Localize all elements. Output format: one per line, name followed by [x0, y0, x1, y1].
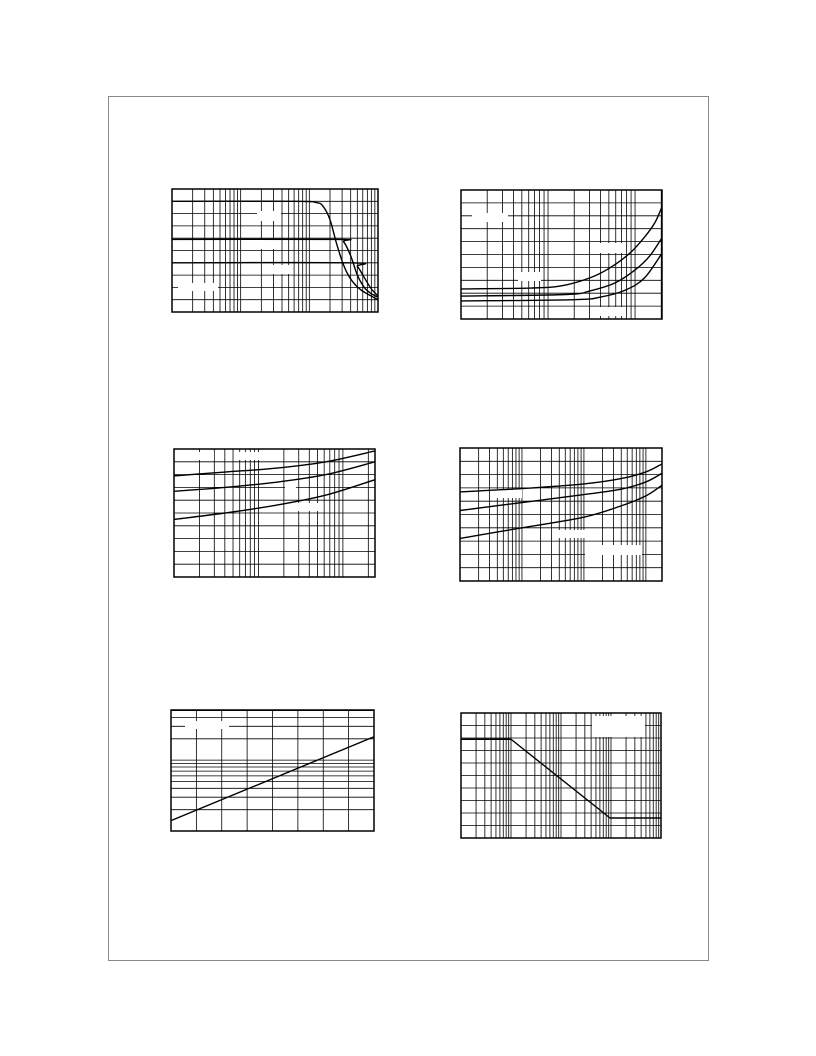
blank-label-area — [592, 716, 645, 737]
series-line-3 — [461, 253, 662, 301]
blank-label-area — [257, 240, 281, 249]
blank-label-area — [289, 503, 318, 511]
grid — [460, 448, 662, 581]
blank-label-area — [257, 211, 281, 221]
chart-1 — [172, 189, 378, 312]
blank-label-area — [235, 452, 262, 460]
blank-label-area — [285, 482, 296, 489]
grid — [172, 189, 378, 312]
series-line-3 — [174, 480, 375, 520]
blank-label-area — [185, 721, 229, 729]
blank-label-area — [585, 545, 642, 555]
blank-label-area — [262, 265, 292, 274]
chart-6 — [461, 713, 661, 838]
chart-3 — [174, 449, 375, 577]
blank-label-area — [597, 307, 626, 316]
blank-label-area — [556, 530, 586, 538]
chart-2 — [461, 190, 662, 319]
chart-4 — [460, 448, 662, 581]
blank-label-area — [599, 243, 623, 253]
series-group — [174, 451, 375, 519]
blank-label-area — [518, 272, 541, 281]
blank-label-area — [178, 283, 218, 291]
blank-label-area — [190, 452, 214, 460]
chart-5 — [171, 710, 374, 831]
series-line-2 — [174, 462, 375, 491]
blank-label-area — [472, 213, 508, 222]
